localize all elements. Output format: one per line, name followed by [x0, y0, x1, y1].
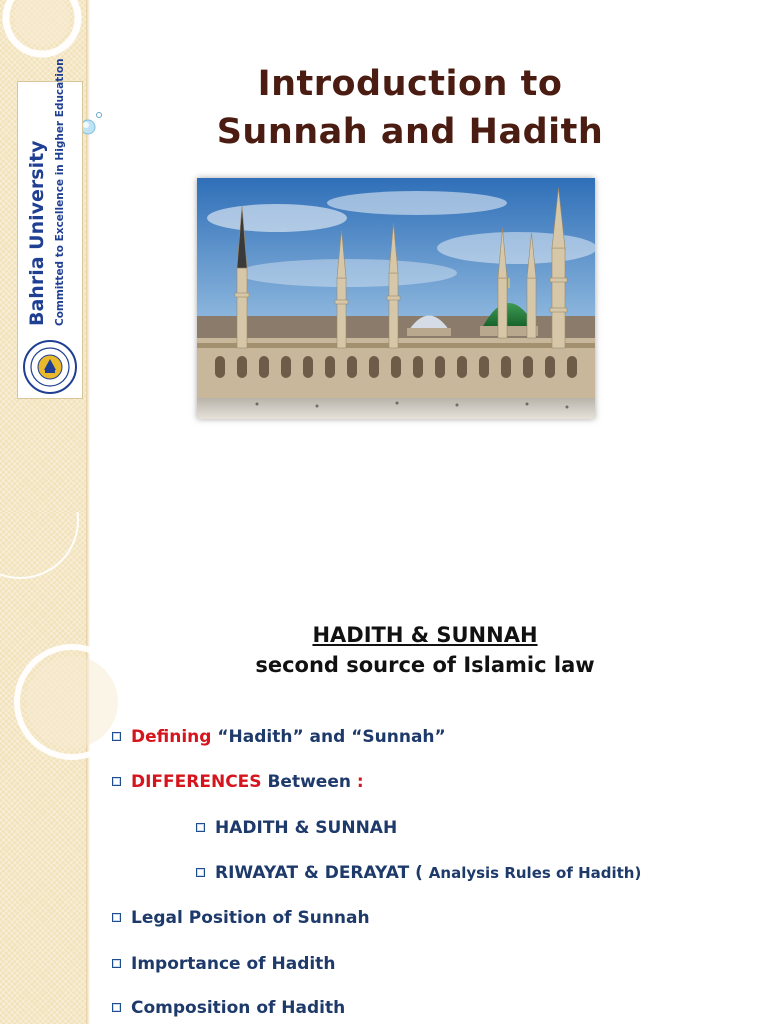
section-heading: [230, 620, 620, 680]
mosque-photo: [197, 178, 595, 419]
bullet-composition: Composition of Hadith: [112, 998, 345, 1018]
bullet-hadith-sunnah: HADITH & SUNNAH: [196, 818, 397, 838]
subheading-second-source: second source of Islamic law: [255, 653, 595, 677]
bullet-differences: DIFFERENCES Between :: [112, 772, 364, 792]
checkbox-bullet-icon: [112, 959, 121, 968]
heading-hadith-sunnah: HADITH & SUNNAH: [312, 623, 538, 647]
slide-2: [0, 512, 768, 1024]
university-logo: [18, 58, 82, 398]
checkbox-bullet-icon: [196, 868, 205, 877]
university-seal-icon: [20, 337, 80, 397]
logo-text-block: [18, 16, 82, 332]
bullet-legal-position: Legal Position of Sunnah: [112, 908, 370, 928]
slide-title: [140, 60, 680, 156]
checkbox-bullet-icon: [112, 913, 121, 922]
checkbox-bullet-icon: [112, 732, 121, 741]
title-line-2: Sunnah and Hadith: [216, 112, 604, 152]
logo-university-name: Bahria University: [26, 140, 48, 326]
bullet-riwayat-derayat: RIWAYAT & DERAYAT ( Analysis Rules of Hadith): [196, 863, 641, 883]
checkbox-bullet-icon: [196, 823, 205, 832]
bullet-defining: Defining “Hadith” and “Sunnah”: [112, 727, 446, 747]
checkbox-bullet-icon: [112, 1003, 121, 1012]
bullet-importance: Importance of Hadith: [112, 954, 335, 974]
title-line-1: Introduction to: [257, 64, 563, 104]
checkbox-bullet-icon: [112, 777, 121, 786]
decorative-circles-icon: [0, 512, 130, 772]
logo-tagline: Committed to Excellence in Higher Education: [54, 58, 66, 326]
